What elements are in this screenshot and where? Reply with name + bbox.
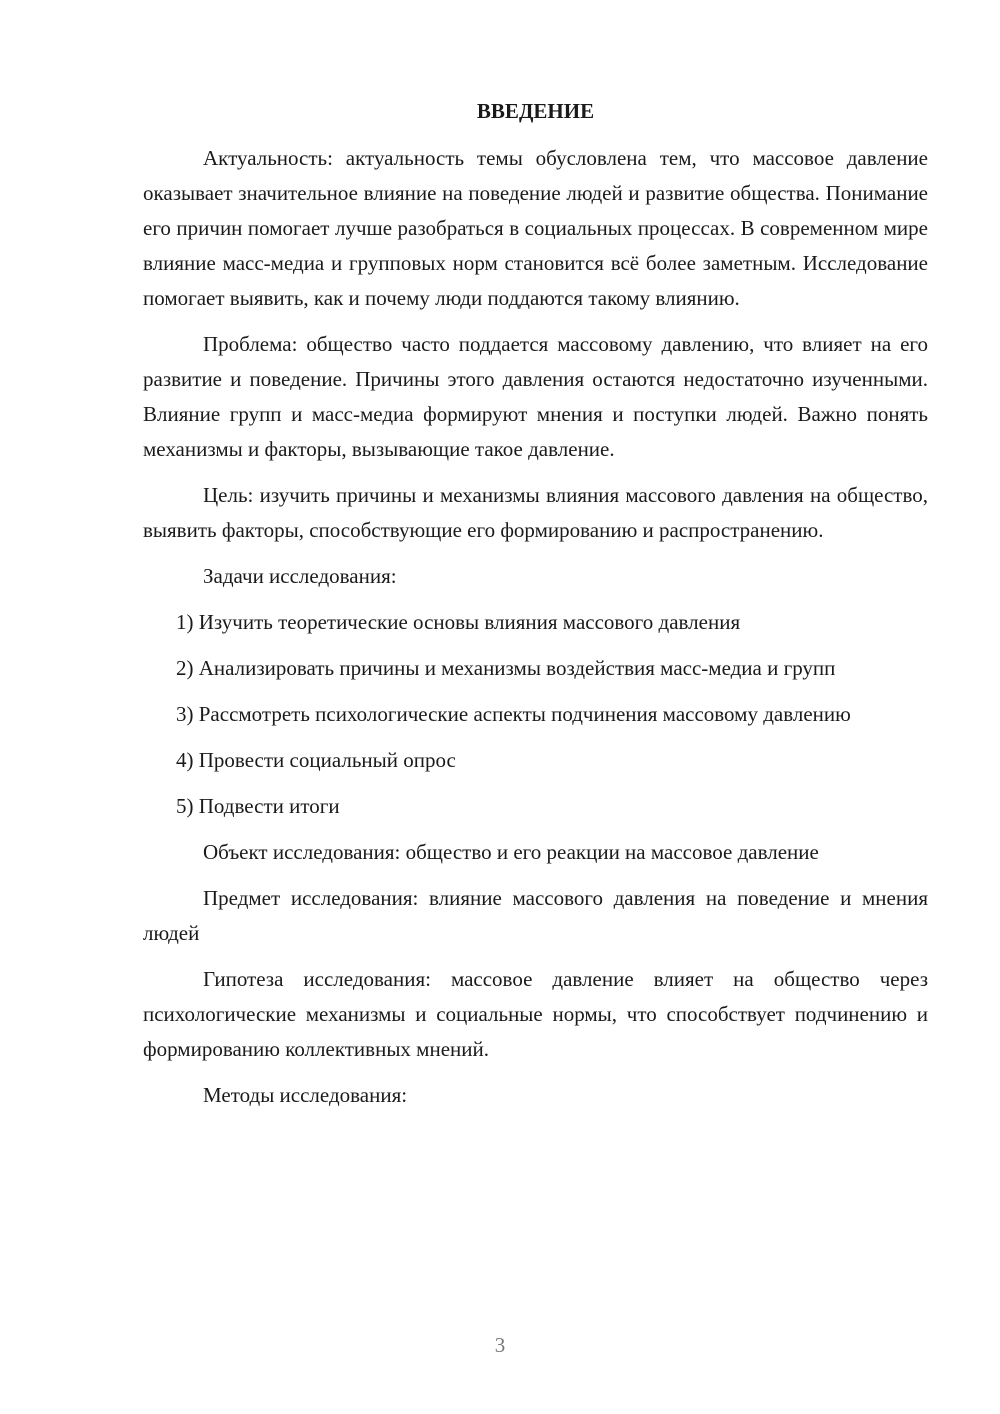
object-paragraph: Объект исследования: общество и его реакции на массовое давление	[203, 840, 819, 864]
task-item-4: 4) Провести социальный опрос	[176, 748, 456, 772]
methods-heading: Методы исследования:	[203, 1083, 408, 1107]
task-item-1: 1) Изучить теоретические основы влияния массового давления	[176, 610, 741, 634]
task-item-3: 3) Рассмотреть психологические аспекты подчинения массовому давлению	[176, 702, 851, 726]
task-item-2: 2) Анализировать причины и механизмы воздействия масс-медиа и групп	[176, 656, 836, 680]
task-item-5: 5) Подвести итоги	[176, 794, 340, 818]
relevance-paragraph: Актуальность: актуальность темы обусловлена тем, что массовое давление оказывает значительное влияние на поведение людей и развитие общества. Понимание его причин помогает лучше разобраться в социальных процессах. В современном мире влияние масс-медиа и групповых норм становится всё более заметным. Исследование помогает выявить, как и почему люди поддаются такому влиянию.	[143, 146, 928, 310]
section-title: ВВЕДЕНИЕ	[476, 99, 595, 123]
goal-paragraph: Цель: изучить причины и механизмы влияния массового давления на общество, выявить факторы, способствующие его формированию и распространению.	[143, 483, 928, 542]
document-page	[143, 95, 928, 1124]
tasks-heading: Задачи исследования:	[203, 564, 397, 588]
problem-paragraph: Проблема: общество часто поддается массовому давлению, что влияет на его развитие и поведение. Причины этого давления остаются недостаточно изученными. Влияние групп и масс-медиа формируют мнения и поступки людей. Важно понять механизмы и факторы, вызывающие такое давление.	[143, 332, 928, 461]
subject-paragraph: Предмет исследования: влияние массового давления на поведение и мнения людей	[143, 886, 928, 945]
hypothesis-paragraph: Гипотеза исследования: массовое давление влияет на общество через психологические механизмы и социальные нормы, что способствует подчинению и формированию коллективных мнений.	[143, 967, 928, 1061]
page-number: 3	[494, 1333, 506, 1357]
